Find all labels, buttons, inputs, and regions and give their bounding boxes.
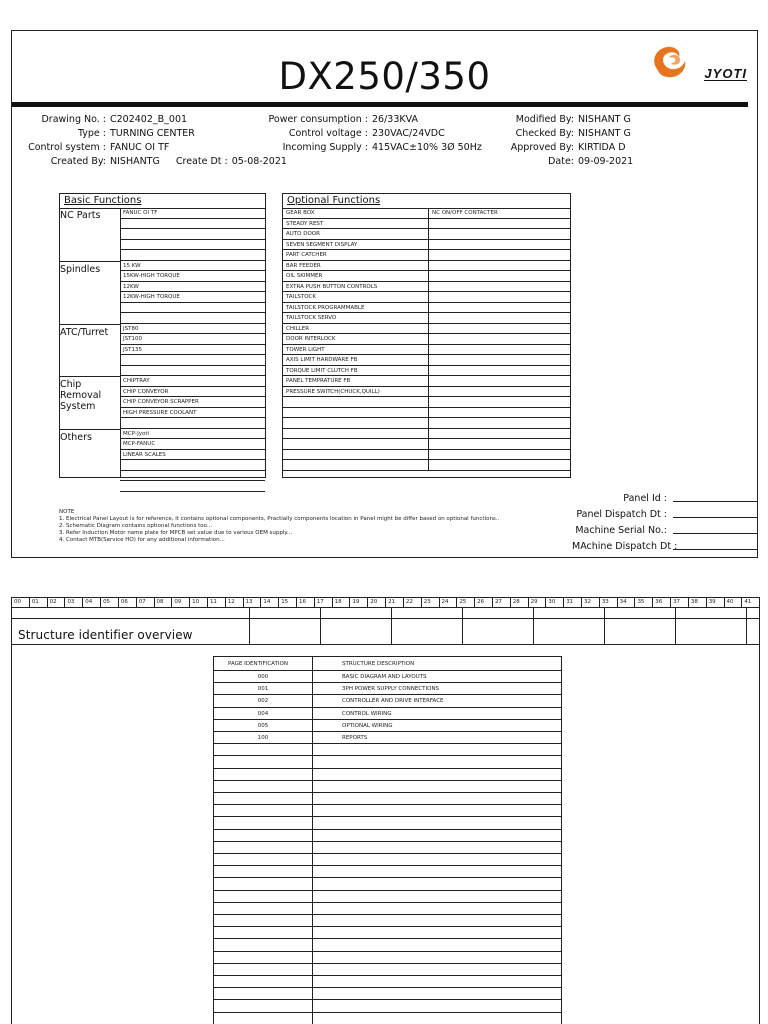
ruler-column-number: 37 (671, 598, 689, 607)
structure-row-blank (214, 817, 561, 829)
optional-function-cell-right (428, 355, 570, 366)
optional-function-cell-right (428, 366, 570, 377)
structure-row-blank (214, 756, 561, 768)
ruler-column-number: 05 (101, 598, 119, 607)
structure-row (214, 732, 561, 744)
function-cell: JST80 (120, 324, 265, 335)
structure-row (214, 671, 561, 683)
page-identification-header: PAGE IDENTIFICATION (228, 661, 288, 667)
info-row (478, 155, 633, 169)
note-line: 3. Refer Induction Motor name plate for MPCB set value due to various OEM supply... (59, 530, 293, 536)
function-cell (120, 313, 265, 324)
structure-row (214, 695, 561, 707)
structure-row-blank (214, 976, 561, 988)
structure-row-blank (214, 939, 561, 951)
structure-row-blank (214, 830, 561, 842)
optional-function-cell-right (428, 229, 570, 240)
function-cell: FANUC OI TF (120, 208, 265, 219)
function-cell: 12KW-HIGH TORQUE (120, 292, 265, 303)
ruler-column-number: 01 (30, 598, 48, 607)
basic-functions-title: Basic Functions (64, 195, 142, 206)
create-date-value: 05-08-2021 (231, 156, 287, 167)
optional-function-cell: PART CATCHER (283, 250, 428, 261)
optional-function-cell: PRESSURE SWITCH(CHUCK,QUILL) (283, 387, 428, 398)
optional-function-cell: OIL SKIMMER (283, 271, 428, 282)
panel-field-blank (673, 507, 757, 518)
info-row (478, 113, 633, 127)
info-row (244, 113, 482, 127)
info-row (244, 141, 482, 155)
structure-row-blank (214, 842, 561, 854)
optional-function-cell-right (428, 397, 570, 408)
page-id-cell: 004 (257, 710, 269, 717)
function-cell: HIGH PRESSURE COOLANT (120, 408, 265, 419)
optional-function-cell-right (428, 261, 570, 272)
ruler-column-number: 13 (244, 598, 262, 607)
ruler-column-number: 33 (600, 598, 618, 607)
optional-functions-title: Optional Functions (287, 195, 381, 206)
page-id-cell: 001 (257, 686, 269, 693)
info-label: Incoming Supply : (282, 142, 368, 153)
note-line: NOTE (59, 509, 75, 515)
optional-function-cell: STEADY REST (283, 219, 428, 230)
page-id-cell: 002 (257, 698, 269, 705)
panel-field-label: Panel Dispatch Dt : (576, 509, 667, 520)
ruler-column-number: 31 (564, 598, 582, 607)
ruler-column-number: 41 (744, 599, 752, 605)
optional-function-cell-right (428, 345, 570, 356)
structure-row-blank (214, 769, 561, 781)
optional-function-cell-right (428, 313, 570, 324)
function-cell (120, 481, 265, 492)
description-cell: CONTROL WIRING (342, 710, 392, 717)
panel-field-blank (673, 491, 757, 502)
ruler-column-number: 35 (635, 598, 653, 607)
info-value: 09-09-2021 (578, 156, 634, 167)
ruler-column-number: 09 (172, 598, 190, 607)
structure-row-blank (214, 744, 561, 756)
optional-function-cell: TAILSTOCK PROGRAMMABLE (283, 303, 428, 314)
optional-function-cell-right (428, 324, 570, 335)
optional-function-cell-right (428, 271, 570, 282)
ruler-column-number: 20 (368, 598, 386, 607)
ruler-column-number: 40 (725, 598, 743, 607)
structure-row-blank (214, 1013, 561, 1024)
info-label: Checked By: (515, 128, 574, 139)
panel-field-row (572, 539, 757, 555)
info-value: KIRTIDA D (578, 142, 626, 153)
ruler-column-number: 17 (315, 598, 333, 607)
function-cell (120, 355, 265, 366)
function-cell: 15 KW (120, 261, 265, 272)
function-cell (120, 219, 265, 230)
info-row (244, 127, 482, 141)
structure-row-blank (214, 1000, 561, 1012)
drawing-title: DX250/350 (278, 55, 491, 98)
note-line: 4. Contact MTB(Service HO) for any additional information... (59, 537, 225, 543)
column-ruler (12, 598, 759, 608)
ruler-column-number: 18 (333, 598, 351, 607)
ruler-column-number: 21 (386, 598, 404, 607)
structure-row (214, 683, 561, 695)
panel-field-label: Panel Id : (623, 493, 667, 504)
structure-description-header: STRUCTURE DESCRIPTION (342, 661, 415, 667)
ruler-column-number: 15 (279, 598, 297, 607)
optional-function-cell-right (428, 376, 570, 387)
structure-row-blank (214, 793, 561, 805)
jyoti-logo (647, 39, 747, 85)
ruler-column-number: 32 (582, 598, 600, 607)
info-value: NISHANT G (578, 128, 631, 139)
optional-function-cell-right (428, 429, 570, 440)
ruler-column-number: 12 (226, 598, 244, 607)
approval-info-block (478, 113, 633, 169)
structure-heading: Structure identifier overview (18, 628, 193, 642)
ruler-column-number: 25 (457, 598, 475, 607)
optional-function-cell-right (428, 292, 570, 303)
ruler-column-number: 10 (190, 598, 208, 607)
ruler-column-number: 07 (137, 598, 155, 607)
ruler-column-number: 29 (529, 598, 547, 607)
optional-function-cell (283, 397, 428, 408)
create-date-label: Create Dt : (175, 156, 228, 167)
info-label: Type : (77, 128, 106, 139)
optional-function-cell-right (428, 334, 570, 345)
structure-overview-sheet (11, 597, 760, 1024)
function-cell (120, 250, 265, 261)
optional-function-cell-right (428, 450, 570, 461)
ruler-column-number: 38 (689, 598, 707, 607)
ruler-column-number: 22 (404, 598, 422, 607)
function-cell (120, 240, 265, 251)
info-label: Created By: (50, 156, 106, 167)
optional-function-cell (283, 439, 428, 450)
panel-dispatch-fields (572, 491, 757, 555)
optional-function-cell-right (428, 387, 570, 398)
info-value: FANUC OI TF (110, 142, 170, 153)
category-label: Spindles (60, 261, 120, 324)
optional-function-cell: AXIS LIMIT HARDWARE FB (283, 355, 428, 366)
function-cell: 15KW-HIGH TORQUE (120, 271, 265, 282)
structure-row-blank (214, 878, 561, 890)
optional-function-cell: TORQUE LIMIT CLUTCH FB (283, 366, 428, 377)
ruler-column-number: 11 (208, 598, 226, 607)
description-cell: REPORTS (342, 735, 368, 741)
function-cell (120, 460, 265, 471)
optional-function-cell (283, 418, 428, 429)
optional-function-cell: CHILLER (283, 324, 428, 335)
optional-function-cell-right (428, 439, 570, 450)
ruler-column-number: 39 (707, 598, 725, 607)
optional-function-cell: DOOR INTERLOCK (283, 334, 428, 345)
structure-row-blank (214, 988, 561, 1000)
logo-text: JYOTI (704, 66, 747, 81)
info-row (478, 127, 633, 141)
ruler-column-number: 27 (493, 598, 511, 607)
optional-function-cell: GEAR BOX (283, 208, 428, 219)
ruler-column-number: 28 (511, 598, 529, 607)
panel-field-label: MAchine Dispatch Dt : (572, 541, 678, 552)
ruler-column-number: 24 (440, 598, 458, 607)
jyoti-logo-icon (647, 39, 697, 83)
info-value: 415VAC±10% 3Ø 50Hz (372, 142, 482, 153)
function-cell: MCP-FANUC (120, 439, 265, 450)
function-cell: JST135 (120, 345, 265, 356)
basic-functions-table (59, 193, 266, 478)
structure-row-blank (214, 854, 561, 866)
structure-row-blank (214, 781, 561, 793)
ruler-column-number: 00 (12, 598, 30, 607)
info-value: 230VAC/24VDC (372, 128, 445, 139)
ruler-column-number: 30 (546, 598, 564, 607)
ruler-column-number: 36 (653, 598, 671, 607)
optional-function-cell: BAR FEEDER (283, 261, 428, 272)
optional-function-cell-right (428, 418, 570, 429)
structure-row-blank (214, 891, 561, 903)
function-cell: CHIPTRAY (120, 376, 265, 387)
optional-function-cell: PANEL TEMPRATURE FB (283, 376, 428, 387)
optional-function-cell: SEVEN SEGMENT DISPLAY (283, 240, 428, 251)
ruler-column-number: 03 (65, 598, 83, 607)
function-cell (120, 366, 265, 377)
ruler-column-number: 04 (83, 598, 101, 607)
info-label: Power consumption : (268, 114, 368, 125)
optional-function-cell-right (428, 250, 570, 261)
structure-table-header (214, 657, 561, 671)
structure-row-blank (214, 805, 561, 817)
page-id-cell: 000 (257, 674, 269, 680)
info-value: 26/33KVA (372, 114, 418, 125)
category-label: NC Parts (60, 210, 101, 221)
structure-row (214, 720, 561, 732)
optional-function-cell (283, 408, 428, 419)
optional-function-cell-right (428, 303, 570, 314)
ruler-column-number: 02 (48, 598, 66, 607)
info-label: Control voltage : (288, 128, 368, 139)
optional-function-cell-right (428, 282, 570, 293)
function-cell: CHIP CONVEYOR SCRAPPER (120, 397, 265, 408)
panel-field-row (572, 507, 757, 523)
optional-function-cell: AUTO DOOR (283, 229, 428, 240)
function-cell: 12KW (120, 282, 265, 293)
optional-function-cell-right (428, 219, 570, 230)
ruler-column-number: 34 (618, 598, 636, 607)
info-value: NISHANTG (110, 156, 160, 167)
ruler-column-number: 23 (422, 598, 440, 607)
structure-row-blank (214, 927, 561, 939)
function-cell: JST100 (120, 334, 265, 345)
info-value: NISHANT G (578, 114, 631, 125)
optional-function-cell-right (428, 240, 570, 251)
function-cell: LINEAR SCALES (120, 450, 265, 461)
ruler-column-number: 26 (475, 598, 493, 607)
info-label: Approved By: (510, 142, 574, 153)
category-label: ATC/Turret (60, 324, 120, 377)
info-value: TURNING CENTER (110, 128, 195, 139)
panel-field-blank (673, 523, 757, 534)
structure-row-blank (214, 952, 561, 964)
note-line: 2. Schematic Diagram contains optional functions too... (59, 523, 213, 529)
category-label: Others (60, 429, 120, 492)
description-cell: BASIC DIAGRAM AND LAYOUTS (342, 674, 427, 680)
optional-function-cell-right (428, 460, 570, 471)
optional-function-cell (283, 429, 428, 440)
header-rule (12, 102, 748, 107)
function-cell (120, 303, 265, 314)
function-cell: CHIP CONVEYOR (120, 387, 265, 398)
page-id-cell: 005 (257, 722, 269, 729)
optional-function-cell (283, 450, 428, 461)
info-row (12, 155, 287, 169)
description-cell: CONTROLLER AND DRIVE INTERFACE (342, 698, 444, 705)
description-cell: 3PH POWER SUPPLY CONNECTIONS (342, 686, 440, 693)
structure-row-blank (214, 964, 561, 976)
optional-function-cell: TAILSTOCK (283, 292, 428, 303)
info-label: Control system : (28, 142, 106, 153)
optional-functions-table (282, 193, 571, 478)
function-cell (120, 418, 265, 429)
info-row (478, 141, 633, 155)
panel-field-row (572, 491, 757, 507)
panel-field-row (572, 523, 757, 539)
structure-table (213, 656, 562, 1024)
structure-row-blank (214, 915, 561, 927)
optional-function-cell: TAILSTOCK SERVO (283, 313, 428, 324)
optional-function-cell (283, 460, 428, 471)
structure-row (214, 708, 561, 720)
ruler-column-number: 08 (155, 598, 173, 607)
page-id-cell: 100 (257, 735, 269, 741)
function-cell (120, 229, 265, 240)
panel-field-label: Machine Serial No.: (575, 525, 667, 536)
ruler-column-number: 19 (350, 598, 368, 607)
info-value: C202402_B_001 (110, 114, 188, 125)
optional-function-cell: TOWER LIGHT (283, 345, 428, 356)
info-label: Date: (548, 156, 574, 167)
function-cell (120, 471, 265, 482)
category-label: Chip Removal System (60, 376, 120, 429)
function-cell: MCP-Jyoti (120, 429, 265, 440)
ruler-column-number: 16 (297, 598, 315, 607)
optional-function-cell-right (428, 408, 570, 419)
description-cell: OPTIONAL WIRING (342, 722, 393, 729)
note-line: 1. Electrical Panel Layout is for reference, it contains optional components, Practially components location in Panel might be differ based on optional functions.. (59, 516, 500, 522)
panel-field-blank (673, 539, 757, 550)
info-label: Drawing No. : (41, 114, 106, 125)
drawing-title-sheet (11, 30, 758, 558)
optional-function-cell-right: NC ON/OFF CONTACTER (428, 208, 570, 219)
optional-function-cell: EXTRA PUSH BUTTON CONTROLS (283, 282, 428, 293)
structure-row-blank (214, 903, 561, 915)
notes-block (59, 509, 499, 544)
ruler-column-number: 06 (119, 598, 137, 607)
title-row (12, 608, 759, 645)
ruler-column-number: 14 (261, 598, 279, 607)
info-label: Modified By: (515, 114, 574, 125)
structure-row-blank (214, 866, 561, 878)
electrical-info-block (244, 113, 482, 155)
